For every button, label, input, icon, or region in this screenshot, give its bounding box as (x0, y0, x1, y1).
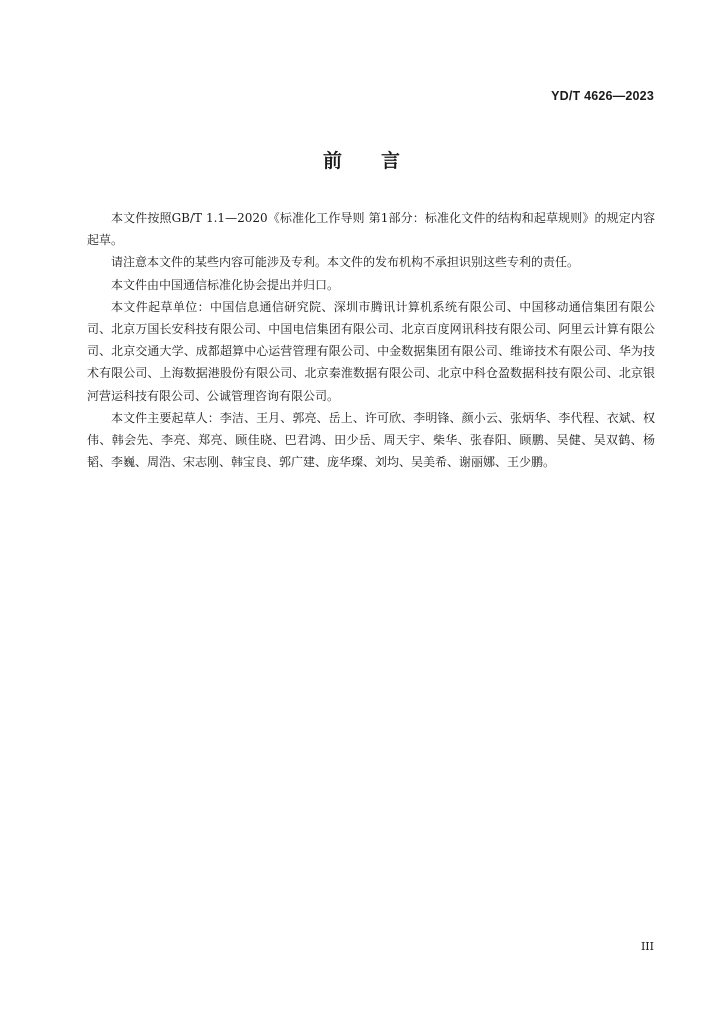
paragraph-drafting-rules: 本文件按照GB/T 1.1—2020《标准化工作导则 第1部分：标准化文件的结构和起草规则》的规定内容起草。 (87, 211, 655, 248)
paragraph-proposer: 本文件由中国通信标准化协会提出并归口。 (111, 277, 340, 292)
paragraph-patent-notice: 请注意本文件的某些内容可能涉及专利。本文件的发布机构不承担识别这些专利的责任。 (111, 255, 580, 270)
paragraph-main-drafters: 本文件主要起草人：李洁、王月、郭亮、岳上、许可欣、李明锋、颜小云、张炳华、李代程、衣斌、权伟、韩会先、李亮、郑亮、顾佳晓、巴君鸿、田少岳、周天宇、柴华、张春阳、顾鹏、吴健、吴双鹤、杨韬、李巍、周浩、宋志刚、韩宝良、郭广建、庞华璨、刘均、吴美希、谢丽娜、王少鹏。 (87, 410, 655, 470)
page-title (0, 146, 724, 173)
preface-body (87, 207, 655, 473)
paragraph-drafting-units: 本文件起草单位：中国信息通信研究院、深圳市腾讯计算机系统有限公司、中国移动通信集团有限公司、北京万国长安科技有限公司、中国电信集团有限公司、北京百度网讯科技有限公司、阿里云计算有限公司、北京交通大学、成都超算中心运营管理有限公司、中金数据集团有限公司、维谛技术有限公司、华为技术有限公司、上海数据港股份有限公司、北京秦淮数据有限公司、北京中科仓盈数据科技有限公司、北京银河营运科技有限公司、公诚管理咨询有限公司。 (87, 299, 655, 403)
title-char-2: 言 (381, 150, 402, 172)
title-char-1: 前 (322, 150, 343, 172)
page-number: III (640, 940, 654, 953)
document-code: YD/T 4626—2023 (551, 89, 654, 103)
